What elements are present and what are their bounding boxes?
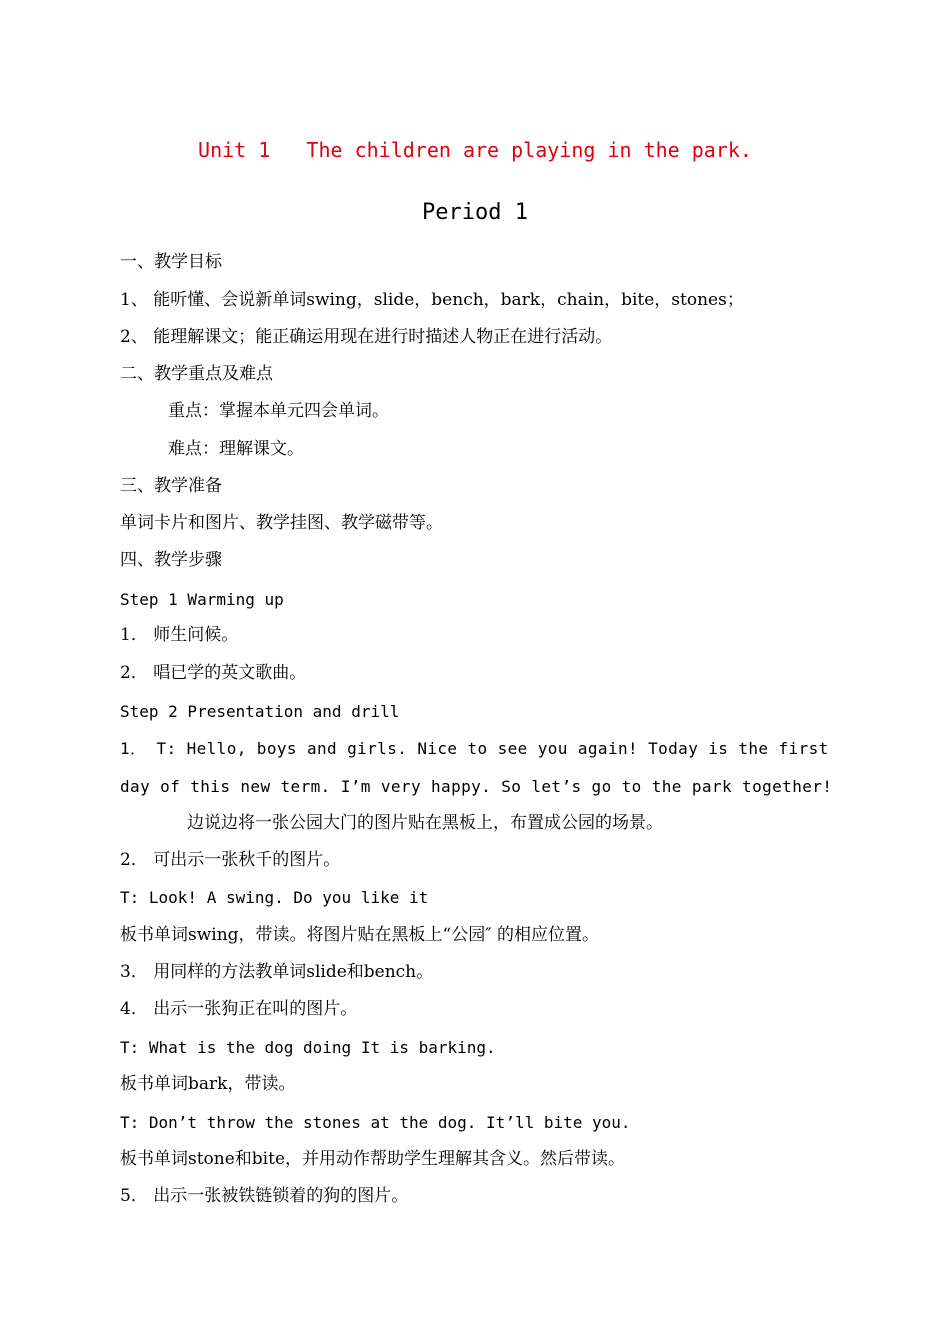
board-note-bark: 板书单词bark，带读。 [120, 1074, 296, 1094]
step-2-item-1-line-1: 1． T: Hello, boys and girls. Nice to see you again! Today is the first [120, 739, 829, 758]
step-2-item-4: 4． 出示一张狗正在叫的图片。 [120, 999, 358, 1019]
step-1-item-1: 1． 师生问候。 [120, 625, 239, 645]
step-2-item-3: 3． 用同样的方法教单词slide和bench。 [120, 962, 434, 982]
dialogue-stones: T: Don’t throw the stones at the dog. It’ll bite you. [120, 1113, 631, 1132]
board-note-swing: 板书单词swing，带读。将图片贴在黑板上“公园″ 的相应位置。 [120, 925, 599, 945]
step-1-item-2: 2． 唱已学的英文歌曲。 [120, 663, 307, 683]
step-2-item-5: 5． 出示一张被铁链锁着的狗的图片。 [120, 1186, 409, 1206]
section-heading-preparation: 三、教学准备 [120, 476, 222, 496]
preparation-text: 单词卡片和图片、教学挂图、教学磁带等。 [120, 513, 443, 533]
section-heading-steps: 四、教学步骤 [120, 550, 222, 570]
key-point-text: 重点：掌握本单元四会单词。 [168, 401, 389, 421]
dialogue-bark: T: What is the dog doing It is barking. [120, 1038, 496, 1057]
objective-item-2: 2、 能理解课文；能正确运用现在进行时描述人物正在进行活动。 [120, 327, 613, 347]
section-heading-objectives: 一、教学目标 [120, 252, 222, 272]
section-heading-key-points: 二、教学重点及难点 [120, 364, 273, 384]
step-2-heading: Step 2 Presentation and drill [120, 702, 400, 721]
difficult-point-text: 难点：理解课文。 [168, 439, 304, 459]
step-1-heading: Step 1 Warming up [120, 590, 284, 609]
objective-item-1: 1、 能听懂、会说新单词swing，slide，bench，bark，chain，bite，stones； [120, 290, 744, 310]
board-note-stone-bite: 板书单词stone和bite，并用动作帮助学生理解其含义。然后带读。 [120, 1149, 626, 1169]
period-title: Period 1 [422, 200, 528, 225]
dialogue-swing: T: Look! A swing. Do you like it [120, 888, 429, 907]
step-2-item-2: 2． 可出示一张秋千的图片。 [120, 850, 341, 870]
unit-title: Unit 1 The children are playing in the park. [198, 138, 752, 162]
step-2-item-1-note: 边说边将一张公园大门的图片贴在黑板上，布置成公园的场景。 [187, 813, 663, 833]
step-2-item-1-line-2: day of this new term. I’m very happy. So let’s go to the park together! [120, 777, 833, 796]
